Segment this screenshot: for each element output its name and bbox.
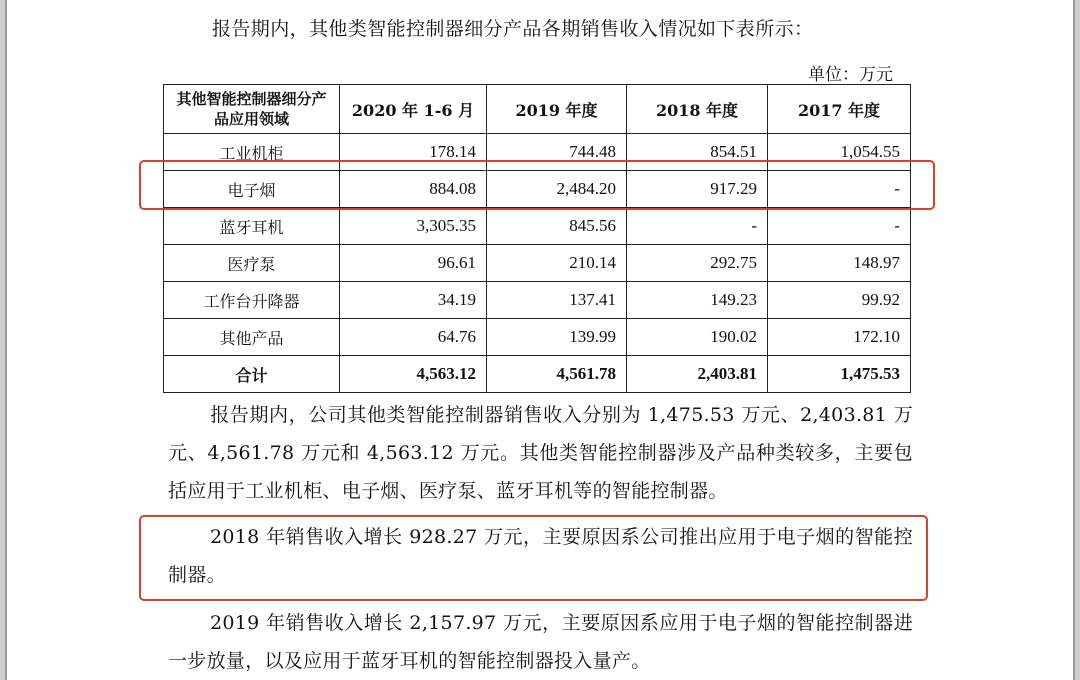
- left-page-border: [0, 0, 7, 680]
- cell-value: 210.14: [487, 245, 627, 282]
- row-label: 工业机柜: [164, 134, 340, 171]
- cell-value: 34.19: [340, 282, 487, 319]
- cell-value: -: [768, 171, 911, 208]
- intro-text: 报告期内，其他类智能控制器细分产品各期销售收入情况如下表所示：: [212, 18, 814, 40]
- row-label: 工作台升降器: [164, 282, 340, 319]
- table-row: [164, 208, 911, 245]
- header-category: 其他智能控制器细分产品应用领域: [164, 85, 340, 134]
- row-label: 医疗泵: [164, 245, 340, 282]
- total-value: 4,563.12: [340, 356, 487, 393]
- cell-value: 64.76: [340, 319, 487, 356]
- table-row: [164, 282, 911, 319]
- table-row: [164, 319, 911, 356]
- cell-value: 148.97: [768, 245, 911, 282]
- cell-value: 99.92: [768, 282, 911, 319]
- paragraph-summary-text: 报告期内，公司其他类智能控制器销售收入分别为 1,475.53 万元、2,403.81 万元、4,561.78 万元和 4,563.12 万元。其他类智能控制器涉及产品种类较多，主要包括应用于工业机柜、电子烟、医疗泵、蓝牙耳机等的智能控制器。: [168, 404, 913, 502]
- table-total-row: [164, 356, 911, 393]
- paragraph-2018: [168, 518, 913, 594]
- cell-value: 1,054.55: [768, 134, 911, 171]
- paragraph-2019-text: 2019 年销售收入增长 2,157.97 万元，主要原因系应用于电子烟的智能控制器进一步放量，以及应用于蓝牙耳机的智能控制器投入量产。: [168, 612, 913, 672]
- row-label: 蓝牙耳机: [164, 208, 340, 245]
- cell-value: 884.08: [340, 171, 487, 208]
- cell-value: 917.29: [627, 171, 768, 208]
- paragraph-2019: [168, 604, 913, 680]
- header-2017: 2017 年度: [768, 85, 911, 134]
- table-row: [164, 171, 911, 208]
- row-label: 电子烟: [164, 171, 340, 208]
- cell-value: 149.23: [627, 282, 768, 319]
- cell-value: 139.99: [487, 319, 627, 356]
- total-value: 1,475.53: [768, 356, 911, 393]
- header-2019: 2019 年度: [487, 85, 627, 134]
- cell-value: -: [768, 208, 911, 245]
- table-row: [164, 245, 911, 282]
- row-label: 其他产品: [164, 319, 340, 356]
- header-2018: 2018 年度: [627, 85, 768, 134]
- cell-value: 178.14: [340, 134, 487, 171]
- right-page-border: [1073, 0, 1080, 680]
- cell-value: -: [627, 208, 768, 245]
- cell-value: 845.56: [487, 208, 627, 245]
- cell-value: 3,305.35: [340, 208, 487, 245]
- cell-value: 172.10: [768, 319, 911, 356]
- total-label: 合计: [164, 356, 340, 393]
- table-row: [164, 134, 911, 171]
- unit-label: 单位：万元: [808, 65, 893, 85]
- cell-value: 854.51: [627, 134, 768, 171]
- paragraph-2018-text: 2018 年销售收入增长 928.27 万元，主要原因系公司推出应用于电子烟的智能控制器。: [168, 526, 913, 586]
- cell-value: 292.75: [627, 245, 768, 282]
- cell-value: 137.41: [487, 282, 627, 319]
- total-value: 2,403.81: [627, 356, 768, 393]
- cell-value: 2,484.20: [487, 171, 627, 208]
- sales-table: [163, 84, 911, 393]
- paragraph-summary: [168, 396, 913, 510]
- cell-value: 96.61: [340, 245, 487, 282]
- cell-value: 190.02: [627, 319, 768, 356]
- cell-value: 744.48: [487, 134, 627, 171]
- total-value: 4,561.78: [487, 356, 627, 393]
- header-2020h1: 2020 年 1-6 月: [340, 85, 487, 134]
- table-header-row: [164, 85, 911, 134]
